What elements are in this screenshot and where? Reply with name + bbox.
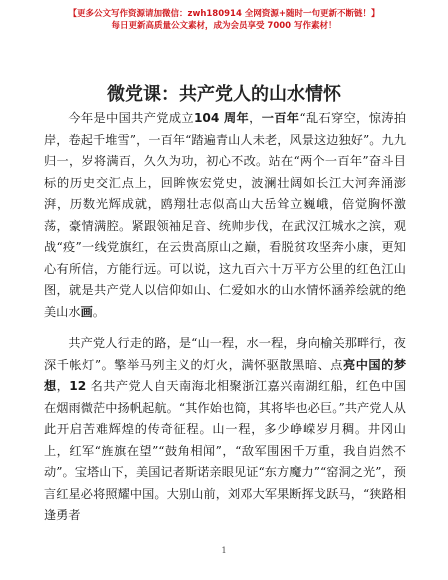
paragraph-2 — [44, 333, 406, 527]
p1-bold-anniversary: 104 周年 — [193, 111, 250, 125]
p2-bold-dream: 亮中国的梦想 — [44, 357, 407, 393]
p2-text-b: ， — [56, 379, 70, 393]
p2-text-a: 共产党人行走的路，是“山一程，水一程，身向榆关那畔行，夜深千帐灯”。擎举马列主义的灯火，满怀驱散黑暗、点 — [44, 336, 406, 372]
paragraph-1 — [44, 108, 406, 323]
p2-bold-twelve: 12 — [69, 379, 87, 393]
document-title: 微党课：共产党人的山水情怀 — [107, 84, 341, 105]
p1-text-c: “乱石穿空，惊涛拍岸，卷起千堆雪”，一百年“踏遍青山人未老，风景这边独好”。九九归一，岁将满百，久久为功，初心不改。站在“两个一百年”奋斗目标的历史交汇点上，回眸恢宏党史，波澜壮阔如长江大河奔涌澎湃，历数光辉成就，鸥翔壮志似高山大岳耸立巍峨，倍觉胸怀激荡，豪情满腔。紧跟领袖足音、统帅步伐，在武汉江城水之滨，观战“疫”一线党旗红，在云贵高原山之巅，看脱贫攻坚奔小康，更知心有所信，方能行远。可以说，这九百六十万平方公里的红色江山图，就是共产党人以信仰如山、仁爱如水的山水情怀涵养绘就的绝美山水 — [44, 111, 407, 319]
banner-line-2: 每日更新高质量公文素材，成为会员享受 7000 写作素材！ — [111, 21, 337, 31]
header-banner — [0, 8, 448, 32]
document-body — [44, 108, 406, 527]
p1-text-d: 。 — [92, 304, 105, 319]
p1-text-b: ， — [249, 111, 262, 125]
p1-bold-century: 一百年 — [261, 111, 300, 125]
p1-bold-painting: 画 — [80, 304, 93, 319]
p1-text-a: 今年是中国共产党成立 — [68, 111, 194, 125]
banner-line-1: 【更多公文写作资源请加微信：zwh180914 全网资源+随时一句更新不断链！】 — [68, 9, 380, 19]
page-number: 1 — [221, 546, 227, 555]
p2-text-c: 名共产党人自天南海北相聚浙江嘉兴南湖红船，红色中国在烟雨微茫中扬帆起航。“其作始也简，其将毕也必巨。”共产党人从此开启苦难辉煌的传奇征程。山一程，多少峥嵘岁月稠。井冈山上，红军“旌旗在望”“鼓角相闻”，“敌军围困千万重，我自岿然不动”。宝塔山下，美国记者斯诺亲眼见证“东方魔力”“窑洞之光”，预言红星必将照耀中国。大别山前，刘邓大军果断挥戈跃马，“狭路相逢勇者 — [44, 379, 407, 522]
